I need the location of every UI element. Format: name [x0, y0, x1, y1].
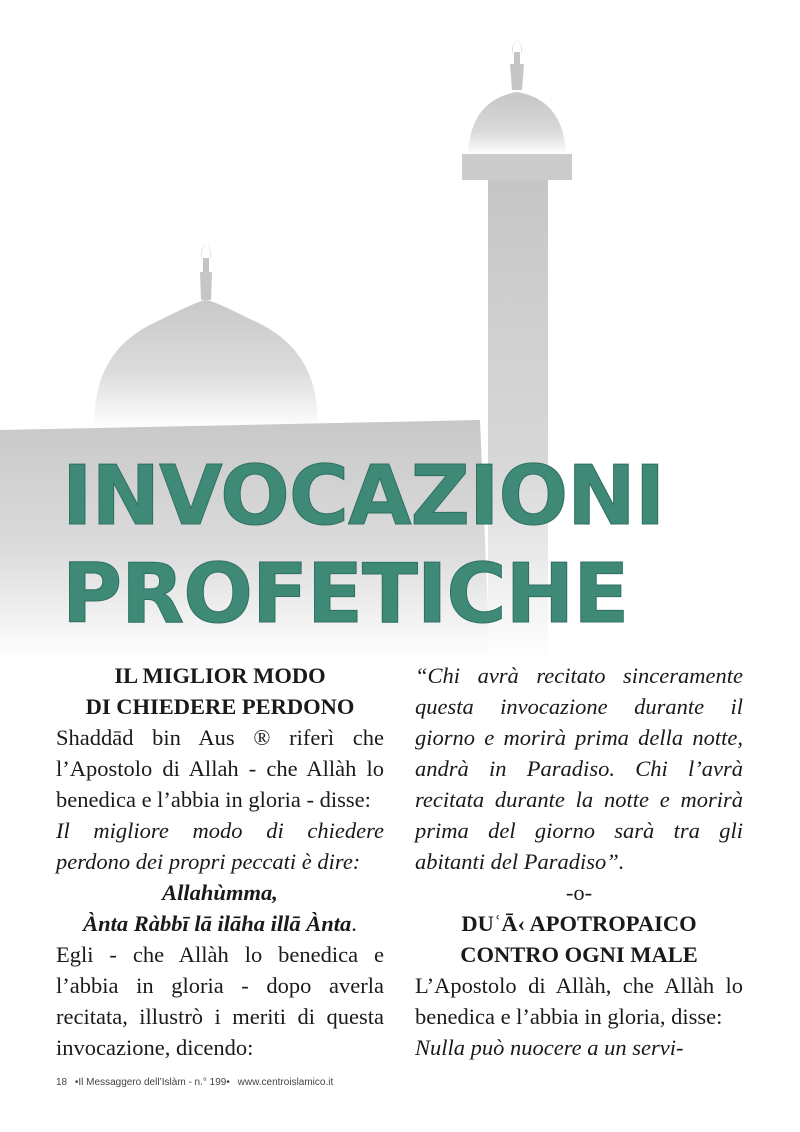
intro-paragraph-2: L’Apostolo di Allàh, che Allàh lo benedica e l’abbia in gloria, disse: — [415, 973, 743, 1029]
invocation-line-2 — [56, 908, 384, 939]
intro-paragraph: Shaddād bin Aus ® riferì che l’Apostolo di Allah - che Allàh lo benedica e l’abbia in gloria - disse: — [56, 725, 384, 812]
quote-paragraph-2: Nulla può nuocere a un servi- — [415, 1035, 684, 1060]
body-paragraph: Egli - che Allàh lo benedica e l’abbia in gloria - dopo averla recitata, illustrò i meriti di questa invocazione, dicendo: — [56, 942, 384, 1060]
section-heading-1 — [56, 660, 384, 722]
invocation-period: . — [351, 911, 357, 936]
heading-line: CONTRO OGNI MALE — [460, 942, 698, 967]
separator: -o- — [565, 880, 593, 905]
website-link[interactable]: www.centroislamico.it — [237, 1077, 334, 1088]
page-number: 18 — [56, 1077, 68, 1088]
hadith-quote: “Chi avrà recitato sinceramente questa invocazione durante il giorno e morirà prima della notte, andrà in Paradiso. Chi l’avrà recitata durante la notte e morirà prima del giorno sarà tra gli abitanti del Paradiso”. — [415, 663, 743, 874]
publication-name: •Il Messaggero dell’Islàm - n.° 199• — [74, 1077, 230, 1088]
heading-line: DUʿĀ‹ APOTROPAICO — [461, 911, 697, 936]
invocation-line-1: Allahùmma, — [162, 880, 278, 905]
page-title — [62, 448, 664, 644]
page-footer — [56, 1077, 338, 1088]
title-line-2: PROFETICHE — [62, 547, 629, 642]
left-column — [56, 660, 384, 1063]
heading-line: DI CHIEDERE PERDONO — [85, 694, 355, 719]
quote-paragraph: Il migliore modo di chiedere perdono dei propri peccati è dire: — [56, 818, 384, 874]
section-heading-2 — [415, 908, 743, 970]
invocation-text: Ànta Ràbbī lā ilāha illā Ànta — [83, 911, 352, 936]
heading-line: IL MIGLIOR MODO — [114, 663, 326, 688]
title-line-1: INVOCAZIONI — [62, 449, 665, 544]
right-column — [415, 660, 743, 1063]
